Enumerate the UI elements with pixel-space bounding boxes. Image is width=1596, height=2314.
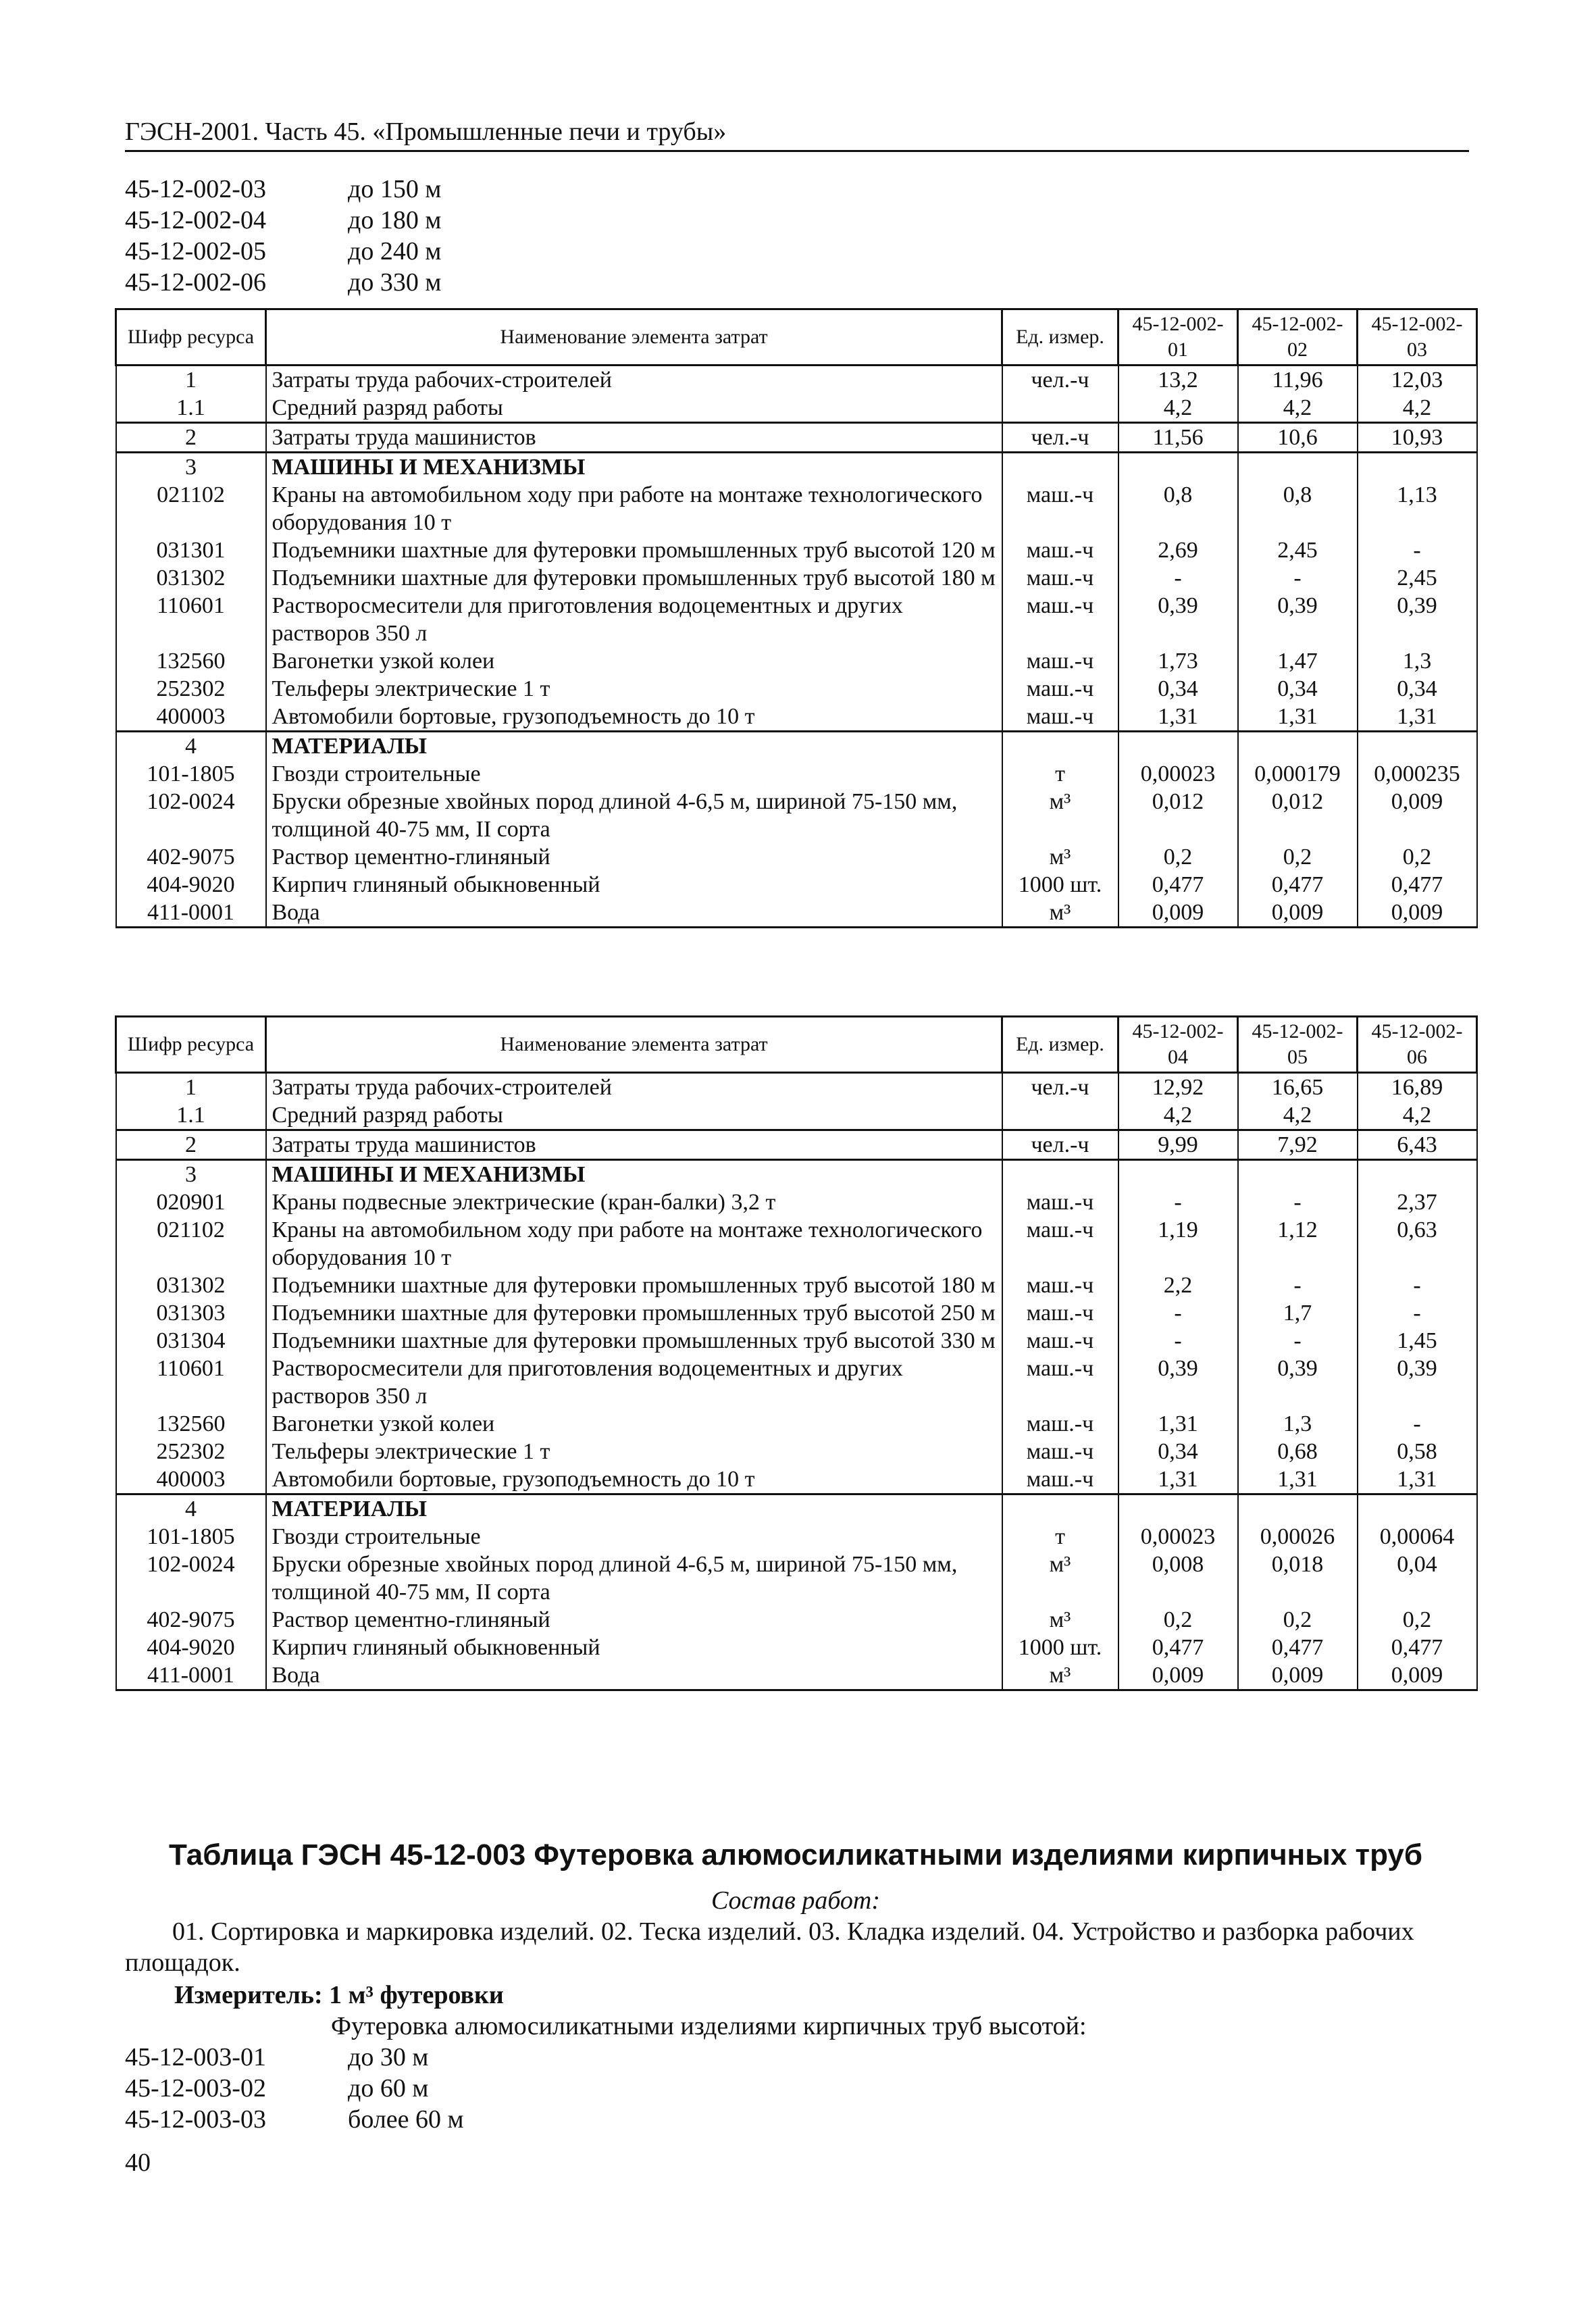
table-row bbox=[116, 703, 1477, 732]
resource-name: Раствор цементно-глиняный bbox=[266, 1606, 1002, 1634]
resource-code: 1.1 bbox=[116, 1101, 266, 1130]
meter: Измеритель: 1 м³ футеровки bbox=[174, 1981, 504, 2009]
value-cell: 0,2 bbox=[1118, 1606, 1238, 1634]
table-row bbox=[116, 1101, 1477, 1130]
value-cell: 0,2 bbox=[1118, 843, 1238, 871]
value-cell: 0,000235 bbox=[1358, 760, 1477, 788]
value-cell: 0,00026 bbox=[1238, 1523, 1358, 1551]
top-code-list bbox=[125, 174, 441, 298]
value-cell: 0,39 bbox=[1118, 592, 1238, 647]
value-cell: 0,000179 bbox=[1238, 760, 1358, 788]
value-cell: 16,89 bbox=[1358, 1073, 1477, 1102]
value-cell bbox=[1238, 732, 1358, 761]
header-col-2: 45-12-002-02 bbox=[1238, 309, 1358, 366]
code: 45-12-002-03 bbox=[125, 175, 266, 203]
table-row bbox=[116, 1216, 1477, 1272]
value-cell: 2,45 bbox=[1238, 536, 1358, 564]
code-desc: до 330 м bbox=[348, 268, 442, 297]
value-cell: 2,69 bbox=[1118, 536, 1238, 564]
value-cell: 4,2 bbox=[1238, 394, 1358, 423]
resource-code: 252302 bbox=[116, 675, 266, 703]
value-cell: 0,009 bbox=[1358, 788, 1477, 843]
table-row bbox=[116, 1465, 1477, 1494]
resource-code: 132560 bbox=[116, 647, 266, 675]
value-cell: 0,2 bbox=[1358, 843, 1477, 871]
resource-name: Раствор цементно-глиняный bbox=[266, 843, 1002, 871]
table-row bbox=[116, 423, 1477, 453]
code-row bbox=[125, 2073, 464, 2104]
table-row bbox=[116, 1355, 1477, 1410]
resource-code: 101-1805 bbox=[116, 1523, 266, 1551]
table-row bbox=[116, 1606, 1477, 1634]
unit-cell: маш.-ч bbox=[1002, 481, 1118, 536]
unit-cell: маш.-ч bbox=[1002, 536, 1118, 564]
unit-cell: маш.-ч bbox=[1002, 592, 1118, 647]
value-cell: - bbox=[1118, 1188, 1238, 1216]
value-cell: - bbox=[1238, 1188, 1358, 1216]
value-cell bbox=[1358, 732, 1477, 761]
code-desc: более 60 м bbox=[348, 2105, 464, 2134]
table-row bbox=[116, 647, 1477, 675]
value-cell: 1,31 bbox=[1238, 703, 1358, 732]
header-code: Шифр ресурса bbox=[116, 1017, 266, 1073]
resource-table-1 bbox=[115, 308, 1478, 928]
resource-code: 101-1805 bbox=[116, 760, 266, 788]
page-number: 40 bbox=[125, 2148, 151, 2177]
resource-name: Автомобили бортовые, грузоподъемность до 10 т bbox=[266, 703, 1002, 732]
resource-code: 1.1 bbox=[116, 394, 266, 423]
table-row bbox=[116, 1188, 1477, 1216]
table-header-row bbox=[116, 309, 1477, 366]
resource-code: 102-0024 bbox=[116, 788, 266, 843]
value-cell: 0,8 bbox=[1238, 481, 1358, 536]
value-cell: 7,92 bbox=[1238, 1130, 1358, 1160]
unit-cell: чел.-ч bbox=[1002, 423, 1118, 453]
code-desc: до 240 м bbox=[348, 237, 442, 266]
value-cell: 4,2 bbox=[1118, 1101, 1238, 1130]
value-cell: 1,45 bbox=[1358, 1327, 1477, 1355]
value-cell: 0,63 bbox=[1358, 1216, 1477, 1272]
unit-cell bbox=[1002, 394, 1118, 423]
unit-cell: т bbox=[1002, 1523, 1118, 1551]
code: 45-12-002-05 bbox=[125, 237, 266, 266]
code-row bbox=[125, 2042, 464, 2073]
header-code: Шифр ресурса bbox=[116, 309, 266, 366]
unit-cell: маш.-ч bbox=[1002, 1299, 1118, 1327]
resource-name: Подъемники шахтные для футеровки промышленных труб высотой 120 м bbox=[266, 536, 1002, 564]
resource-name: Гвозди строительные bbox=[266, 1523, 1002, 1551]
resource-name: Тельферы электрические 1 т bbox=[266, 675, 1002, 703]
table-row bbox=[116, 899, 1477, 928]
value-cell: - bbox=[1358, 1299, 1477, 1327]
resource-code: 3 bbox=[116, 1160, 266, 1189]
resource-code: 252302 bbox=[116, 1438, 266, 1465]
table-row bbox=[116, 1130, 1477, 1160]
unit-cell bbox=[1002, 1494, 1118, 1524]
value-cell: 0,009 bbox=[1358, 899, 1477, 928]
unit-cell bbox=[1002, 732, 1118, 761]
value-cell: 10,93 bbox=[1358, 423, 1477, 453]
resource-name: Растворосмесители для приготовления водоцементных и других растворов 350 л bbox=[266, 1355, 1002, 1410]
resource-name: Подъемники шахтные для футеровки промышленных труб высотой 180 м bbox=[266, 1272, 1002, 1299]
resource-name: МАТЕРИАЛЫ bbox=[266, 732, 1002, 761]
value-cell: 0,00064 bbox=[1358, 1523, 1477, 1551]
header-unit: Ед. измер. bbox=[1002, 309, 1118, 366]
composition-title: Состав работ: bbox=[711, 1886, 881, 1915]
value-cell: 1,31 bbox=[1118, 1410, 1238, 1438]
table-row bbox=[116, 592, 1477, 647]
composition-text: 01. Сортировка и маркировка изделий. 02. Теска изделий. 03. Кладка изделий. 04. Устройство и разборка рабочих площадок. bbox=[125, 1917, 1414, 1977]
value-cell bbox=[1358, 453, 1477, 482]
unit-cell: м³ bbox=[1002, 843, 1118, 871]
unit-cell: маш.-ч bbox=[1002, 1327, 1118, 1355]
header-col-1: 45-12-002-04 bbox=[1118, 1017, 1238, 1073]
unit-cell: т bbox=[1002, 760, 1118, 788]
value-cell: 0,477 bbox=[1238, 1634, 1358, 1661]
table-row bbox=[116, 675, 1477, 703]
resource-code: 402-9075 bbox=[116, 1606, 266, 1634]
value-cell: 12,03 bbox=[1358, 366, 1477, 395]
table-row bbox=[116, 394, 1477, 423]
unit-cell: маш.-ч bbox=[1002, 564, 1118, 592]
value-cell: 0,477 bbox=[1118, 871, 1238, 899]
value-cell bbox=[1238, 453, 1358, 482]
resource-code: 021102 bbox=[116, 1216, 266, 1272]
value-cell: 0,04 bbox=[1358, 1551, 1477, 1606]
table-title: Таблица ГЭСН 45-12-003 Футеровка алюмосиликатными изделиями кирпичных труб bbox=[168, 1838, 1423, 1871]
table-row bbox=[116, 1272, 1477, 1299]
value-cell: 1,19 bbox=[1118, 1216, 1238, 1272]
table-row bbox=[116, 1634, 1477, 1661]
resource-code: 4 bbox=[116, 732, 266, 761]
value-cell: - bbox=[1118, 564, 1238, 592]
value-cell bbox=[1358, 1494, 1477, 1524]
unit-cell: маш.-ч bbox=[1002, 647, 1118, 675]
value-cell: 1,31 bbox=[1358, 703, 1477, 732]
code: 45-12-003-01 bbox=[125, 2043, 266, 2071]
value-cell: 9,99 bbox=[1118, 1130, 1238, 1160]
resource-name: Вода bbox=[266, 899, 1002, 928]
value-cell: 6,43 bbox=[1358, 1130, 1477, 1160]
value-cell: 0,2 bbox=[1358, 1606, 1477, 1634]
value-cell: 1,31 bbox=[1238, 1465, 1358, 1494]
unit-cell: маш.-ч bbox=[1002, 1216, 1118, 1272]
value-cell: 0,39 bbox=[1118, 1355, 1238, 1410]
header-col-3: 45-12-002-03 bbox=[1358, 309, 1477, 366]
value-cell: 2,2 bbox=[1118, 1272, 1238, 1299]
unit-cell: маш.-ч bbox=[1002, 1272, 1118, 1299]
table-row bbox=[116, 1327, 1477, 1355]
value-cell: 16,65 bbox=[1238, 1073, 1358, 1102]
value-cell: 0,58 bbox=[1358, 1438, 1477, 1465]
value-cell: 0,39 bbox=[1358, 592, 1477, 647]
value-cell: 1,73 bbox=[1118, 647, 1238, 675]
resource-code: 021102 bbox=[116, 481, 266, 536]
resource-name: Затраты труда машинистов bbox=[266, 423, 1002, 453]
value-cell bbox=[1118, 1160, 1238, 1189]
header-unit: Ед. измер. bbox=[1002, 1017, 1118, 1073]
unit-cell: чел.-ч bbox=[1002, 1130, 1118, 1160]
code-desc: до 60 м bbox=[348, 2074, 429, 2103]
resource-name: Вагонетки узкой колеи bbox=[266, 647, 1002, 675]
code-row bbox=[125, 205, 441, 236]
value-cell: 1,47 bbox=[1238, 647, 1358, 675]
value-cell: 4,2 bbox=[1358, 394, 1477, 423]
resource-name: Тельферы электрические 1 т bbox=[266, 1438, 1002, 1465]
header-name: Наименование элемента затрат bbox=[266, 309, 1002, 366]
resource-name: Вагонетки узкой колеи bbox=[266, 1410, 1002, 1438]
resource-code: 031302 bbox=[116, 564, 266, 592]
unit-cell: маш.-ч bbox=[1002, 1438, 1118, 1465]
value-cell: 0,39 bbox=[1238, 1355, 1358, 1410]
value-cell bbox=[1118, 1494, 1238, 1524]
value-cell: 1,31 bbox=[1118, 703, 1238, 732]
value-cell: 0,009 bbox=[1238, 1661, 1358, 1690]
resource-code: 400003 bbox=[116, 703, 266, 732]
unit-cell: м³ bbox=[1002, 1661, 1118, 1690]
resource-name: Затраты труда рабочих-строителей bbox=[266, 1073, 1002, 1102]
value-cell bbox=[1118, 453, 1238, 482]
value-cell: 4,2 bbox=[1238, 1101, 1358, 1130]
unit-cell: чел.-ч bbox=[1002, 1073, 1118, 1102]
resource-code: 3 bbox=[116, 453, 266, 482]
table-row bbox=[116, 1410, 1477, 1438]
table-row bbox=[116, 1160, 1477, 1189]
code-desc: до 150 м bbox=[348, 175, 442, 203]
value-cell: - bbox=[1238, 564, 1358, 592]
resource-code: 411-0001 bbox=[116, 899, 266, 928]
unit-cell bbox=[1002, 1160, 1118, 1189]
value-cell: 1,31 bbox=[1358, 1465, 1477, 1494]
resource-name: МАШИНЫ И МЕХАНИЗМЫ bbox=[266, 1160, 1002, 1189]
value-cell: 0,34 bbox=[1118, 1438, 1238, 1465]
value-cell: 1,31 bbox=[1118, 1465, 1238, 1494]
resource-name: Затраты труда рабочих-строителей bbox=[266, 366, 1002, 395]
resource-name: Растворосмесители для приготовления водоцементных и других растворов 350 л bbox=[266, 592, 1002, 647]
unit-cell: маш.-ч bbox=[1002, 1188, 1118, 1216]
value-cell: 2,37 bbox=[1358, 1188, 1477, 1216]
value-cell: 0,2 bbox=[1238, 843, 1358, 871]
resource-code: 110601 bbox=[116, 592, 266, 647]
value-cell: 0,008 bbox=[1118, 1551, 1238, 1606]
value-cell: 4,2 bbox=[1118, 394, 1238, 423]
code-row bbox=[125, 2104, 464, 2135]
resource-code: 031302 bbox=[116, 1272, 266, 1299]
value-cell: - bbox=[1238, 1272, 1358, 1299]
page-header: ГЭСН-2001. Часть 45. «Промышленные печи и трубы» bbox=[125, 116, 1469, 152]
unit-cell bbox=[1002, 1101, 1118, 1130]
value-cell: 0,477 bbox=[1358, 1634, 1477, 1661]
value-cell: 1,3 bbox=[1238, 1410, 1358, 1438]
resource-code: 1 bbox=[116, 366, 266, 395]
resource-code: 020901 bbox=[116, 1188, 266, 1216]
value-cell: 0,00023 bbox=[1118, 760, 1238, 788]
value-cell: 0,39 bbox=[1358, 1355, 1477, 1410]
value-cell: - bbox=[1118, 1327, 1238, 1355]
value-cell: 13,2 bbox=[1118, 366, 1238, 395]
unit-cell: м³ bbox=[1002, 1606, 1118, 1634]
resource-code: 031303 bbox=[116, 1299, 266, 1327]
code: 45-12-003-03 bbox=[125, 2105, 266, 2134]
code-row bbox=[125, 267, 441, 298]
value-cell: 0,018 bbox=[1238, 1551, 1358, 1606]
value-cell: 1,3 bbox=[1358, 647, 1477, 675]
table-row bbox=[116, 1438, 1477, 1465]
value-cell: 12,92 bbox=[1118, 1073, 1238, 1102]
value-cell: 0,477 bbox=[1118, 1634, 1238, 1661]
header-col-1: 45-12-002-01 bbox=[1118, 309, 1238, 366]
value-cell: - bbox=[1238, 1327, 1358, 1355]
unit-cell: 1000 шт. bbox=[1002, 1634, 1118, 1661]
table-row bbox=[116, 788, 1477, 843]
unit-cell: маш.-ч bbox=[1002, 1355, 1118, 1410]
table-row bbox=[116, 1073, 1477, 1102]
resource-code: 031304 bbox=[116, 1327, 266, 1355]
resource-code: 110601 bbox=[116, 1355, 266, 1410]
resource-name: Средний разряд работы bbox=[266, 394, 1002, 423]
resource-table-2 bbox=[115, 1015, 1478, 1691]
value-cell: 1,7 bbox=[1238, 1299, 1358, 1327]
resource-code: 4 bbox=[116, 1494, 266, 1524]
value-cell bbox=[1238, 1494, 1358, 1524]
resource-name: Бруски обрезные хвойных пород длиной 4-6,5 м, шириной 75-150 мм, толщиной 40-75 мм, II сорта bbox=[266, 1551, 1002, 1606]
value-cell: 0,009 bbox=[1238, 899, 1358, 928]
resource-name: Краны на автомобильном ходу при работе на монтаже технологического оборудования 10 т bbox=[266, 1216, 1002, 1272]
table-header-row bbox=[116, 1017, 1477, 1073]
resource-code: 400003 bbox=[116, 1465, 266, 1494]
resource-name: Подъемники шахтные для футеровки промышленных труб высотой 330 м bbox=[266, 1327, 1002, 1355]
resource-name: Автомобили бортовые, грузоподъемность до 10 т bbox=[266, 1465, 1002, 1494]
resource-code: 102-0024 bbox=[116, 1551, 266, 1606]
resource-name: Кирпич глиняный обыкновенный bbox=[266, 871, 1002, 899]
lining-caption: Футеровка алюмосиликатными изделиями кирпичных труб высотой: bbox=[331, 2012, 1087, 2040]
resource-name: Затраты труда машинистов bbox=[266, 1130, 1002, 1160]
value-cell: - bbox=[1118, 1299, 1238, 1327]
resource-name: МАТЕРИАЛЫ bbox=[266, 1494, 1002, 1524]
resource-code: 031301 bbox=[116, 536, 266, 564]
header-col-3: 45-12-002-06 bbox=[1358, 1017, 1477, 1073]
resource-name: Подъемники шахтные для футеровки промышленных труб высотой 250 м bbox=[266, 1299, 1002, 1327]
value-cell: 1,13 bbox=[1358, 481, 1477, 536]
value-cell: 0,39 bbox=[1238, 592, 1358, 647]
unit-cell: маш.-ч bbox=[1002, 675, 1118, 703]
code-row bbox=[125, 236, 441, 267]
code: 45-12-002-04 bbox=[125, 206, 266, 234]
unit-cell: м³ bbox=[1002, 788, 1118, 843]
table-row bbox=[116, 453, 1477, 482]
table-row bbox=[116, 760, 1477, 788]
value-cell: 10,6 bbox=[1238, 423, 1358, 453]
header-name: Наименование элемента затрат bbox=[266, 1017, 1002, 1073]
resource-code: 402-9075 bbox=[116, 843, 266, 871]
value-cell: 0,34 bbox=[1358, 675, 1477, 703]
code: 45-12-002-06 bbox=[125, 268, 266, 297]
value-cell: 0,34 bbox=[1238, 675, 1358, 703]
resource-name: Подъемники шахтные для футеровки промышленных труб высотой 180 м bbox=[266, 564, 1002, 592]
value-cell: 0,477 bbox=[1238, 871, 1358, 899]
bottom-code-list bbox=[125, 2042, 464, 2135]
table-row bbox=[116, 732, 1477, 761]
unit-cell: маш.-ч bbox=[1002, 1465, 1118, 1494]
value-cell: 0,009 bbox=[1118, 899, 1238, 928]
resource-name: Вода bbox=[266, 1661, 1002, 1690]
resource-name: Краны подвесные электрические (кран-балки) 3,2 т bbox=[266, 1188, 1002, 1216]
table-row bbox=[116, 564, 1477, 592]
table-row bbox=[116, 1551, 1477, 1606]
table-row bbox=[116, 536, 1477, 564]
value-cell: 1,12 bbox=[1238, 1216, 1358, 1272]
resource-name: Краны на автомобильном ходу при работе на монтаже технологического оборудования 10 т bbox=[266, 481, 1002, 536]
resource-code: 2 bbox=[116, 1130, 266, 1160]
value-cell: - bbox=[1358, 1410, 1477, 1438]
resource-name: Гвозди строительные bbox=[266, 760, 1002, 788]
value-cell: 11,56 bbox=[1118, 423, 1238, 453]
value-cell: - bbox=[1358, 1272, 1477, 1299]
table-row bbox=[116, 843, 1477, 871]
value-cell: 0,012 bbox=[1238, 788, 1358, 843]
resource-name: Кирпич глиняный обыкновенный bbox=[266, 1634, 1002, 1661]
unit-cell: м³ bbox=[1002, 1551, 1118, 1606]
unit-cell: маш.-ч bbox=[1002, 703, 1118, 732]
resource-code: 2 bbox=[116, 423, 266, 453]
table-row bbox=[116, 481, 1477, 536]
resource-code: 404-9020 bbox=[116, 871, 266, 899]
code: 45-12-003-02 bbox=[125, 2074, 266, 2103]
table-row bbox=[116, 871, 1477, 899]
value-cell bbox=[1358, 1160, 1477, 1189]
resource-name: Бруски обрезные хвойных пород длиной 4-6,5 м, шириной 75-150 мм, толщиной 40-75 мм, II сорта bbox=[266, 788, 1002, 843]
unit-cell: чел.-ч bbox=[1002, 366, 1118, 395]
resource-code: 1 bbox=[116, 1073, 266, 1102]
value-cell: 0,8 bbox=[1118, 481, 1238, 536]
value-cell: 0,009 bbox=[1118, 1661, 1238, 1690]
table-row bbox=[116, 1661, 1477, 1690]
resource-name: Средний разряд работы bbox=[266, 1101, 1002, 1130]
resource-name: МАШИНЫ И МЕХАНИЗМЫ bbox=[266, 453, 1002, 482]
code-row bbox=[125, 174, 441, 205]
value-cell: 0,68 bbox=[1238, 1438, 1358, 1465]
code-desc: до 180 м bbox=[348, 206, 442, 234]
value-cell: 2,45 bbox=[1358, 564, 1477, 592]
unit-cell: м³ bbox=[1002, 899, 1118, 928]
value-cell: 0,00023 bbox=[1118, 1523, 1238, 1551]
value-cell: 0,012 bbox=[1118, 788, 1238, 843]
value-cell bbox=[1118, 732, 1238, 761]
value-cell bbox=[1238, 1160, 1358, 1189]
unit-cell bbox=[1002, 453, 1118, 482]
unit-cell: 1000 шт. bbox=[1002, 871, 1118, 899]
resource-code: 132560 bbox=[116, 1410, 266, 1438]
table-row bbox=[116, 1494, 1477, 1524]
table-row bbox=[116, 1523, 1477, 1551]
value-cell: 0,2 bbox=[1238, 1606, 1358, 1634]
value-cell: 0,34 bbox=[1118, 675, 1238, 703]
value-cell: 11,96 bbox=[1238, 366, 1358, 395]
value-cell: 4,2 bbox=[1358, 1101, 1477, 1130]
value-cell: 0,009 bbox=[1358, 1661, 1477, 1690]
table-row bbox=[116, 1299, 1477, 1327]
header-col-2: 45-12-002-05 bbox=[1238, 1017, 1358, 1073]
value-cell: 0,477 bbox=[1358, 871, 1477, 899]
code-desc: до 30 м bbox=[348, 2043, 429, 2071]
resource-code: 404-9020 bbox=[116, 1634, 266, 1661]
resource-code: 411-0001 bbox=[116, 1661, 266, 1690]
table-row bbox=[116, 366, 1477, 395]
value-cell: - bbox=[1358, 536, 1477, 564]
unit-cell: маш.-ч bbox=[1002, 1410, 1118, 1438]
